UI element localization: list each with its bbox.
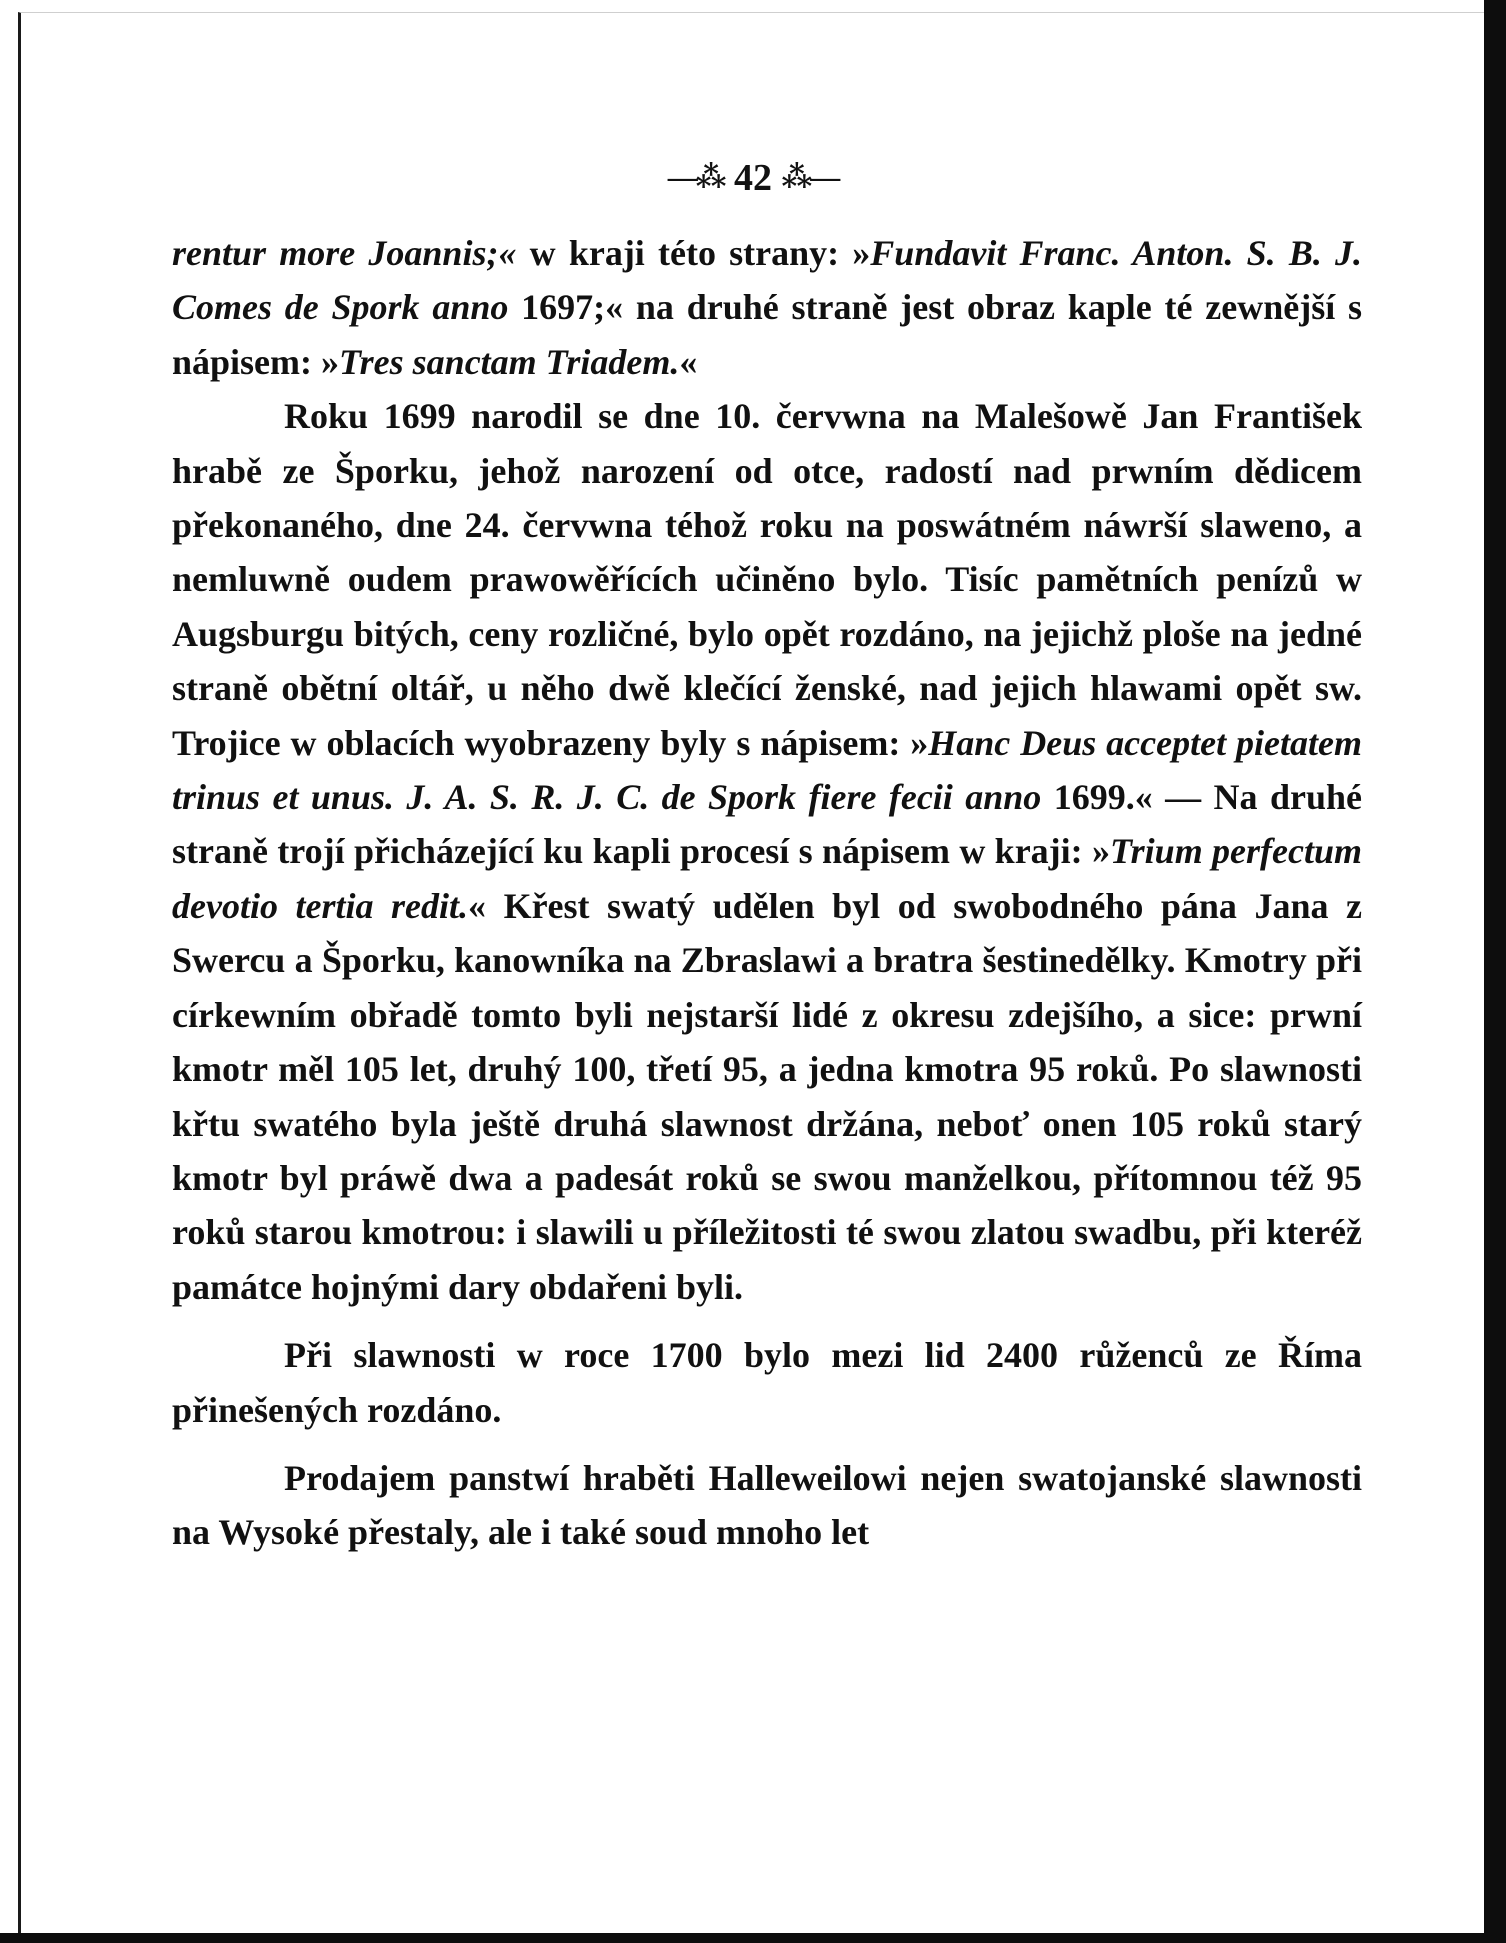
paragraph-1 — [172, 226, 1362, 389]
text-run: 1697;« na druhé straně jest obraz kaple té zewnější s nápisem: » — [172, 287, 1362, 382]
page-number: 42 — [734, 157, 772, 199]
text-run: Tres sanctam Triadem. — [339, 341, 680, 382]
paragraph-2 — [172, 389, 1362, 1314]
header-ornament-right: ⁂— — [781, 161, 839, 194]
text-run: Při slawnosti w roce 1700 bylo mezi lid 2400 růženců ze Říma přinešených rozdáno. — [172, 1335, 1362, 1430]
text-run: « Křest swatý udělen byl od swobodného pána Jana z Swercu a Šporku, kanowníka na Zbraslawi a bratra šestinedělky. Kmotry při církewním obřadě tomto byli nejstarší lidé z okresu zdejšího, a sice: prwní kmotr měl 105 let, druhý 100, třetí 95, a jedna kmotra 95 roků. Po slawnosti křtu swatého byla ještě druhá slawnost držána, neboť onen 105 roků starý kmotr byl práwě dwa a padesát roků se swou manželkou, přítomnou též 95 roků starou kmotrou: i slawili u příležitosti té swou zlatou swadbu, při kteréž památce hojnými dary obdařeni byli. — [172, 885, 1363, 1307]
text-run: Prodajem panstwí hraběti Halleweilowi nejen swatojanské slawnosti na Wysoké přestaly, ale i také soud mnoho let — [172, 1457, 1362, 1553]
text-run: Hanc Deus acceptet pietatem trinus et unus. J. A. S. R. J. C. de Spork fiere fecii anno — [172, 722, 1362, 818]
text-run: rentur more Joannis;« — [172, 233, 517, 273]
scan-edge-bottom — [0, 1933, 1506, 1943]
body-text — [172, 226, 1362, 1560]
text-run: 1699.« — Na druhé straně trojí přicházející ku kapli procesí s nápisem w kraji: » — [172, 777, 1362, 872]
paragraph-4 — [172, 1451, 1362, 1560]
text-run: Roku 1699 narodil se dne 10. červwna na Malešowě Jan František hrabě ze Šporku, jehož narození od otce, radostí nad prwním dědicem překonaného, dne 24. červwna téhož roku na poswátném náwrší slaweno, a nemluwně oudem prawowěřících učiněno bylo. Tisíc pamětních penízů w Augsburgu bitých, ceny rozličné, bylo opět rozdáno, na jejichž ploše na jedné straně obětní oltář, u něho dwě klečící ženské, nad jejich hlawami opět sw. Trojice w oblacích wyobrazeny byly s nápisem: » — [172, 396, 1362, 763]
page-header — [0, 158, 1506, 198]
paragraph-3 — [172, 1328, 1362, 1437]
text-run: Trium perfectum devotio tertia redit. — [172, 831, 1362, 926]
text-run: Fundavit Franc. Anton. S. B. J. Comes de Spork anno — [172, 233, 1363, 328]
header-ornament-left: —⁂ — [667, 161, 725, 194]
text-run: « — [679, 341, 698, 382]
text-run: w kraji této strany: » — [516, 233, 871, 273]
scan-edge-right — [1484, 0, 1506, 1943]
